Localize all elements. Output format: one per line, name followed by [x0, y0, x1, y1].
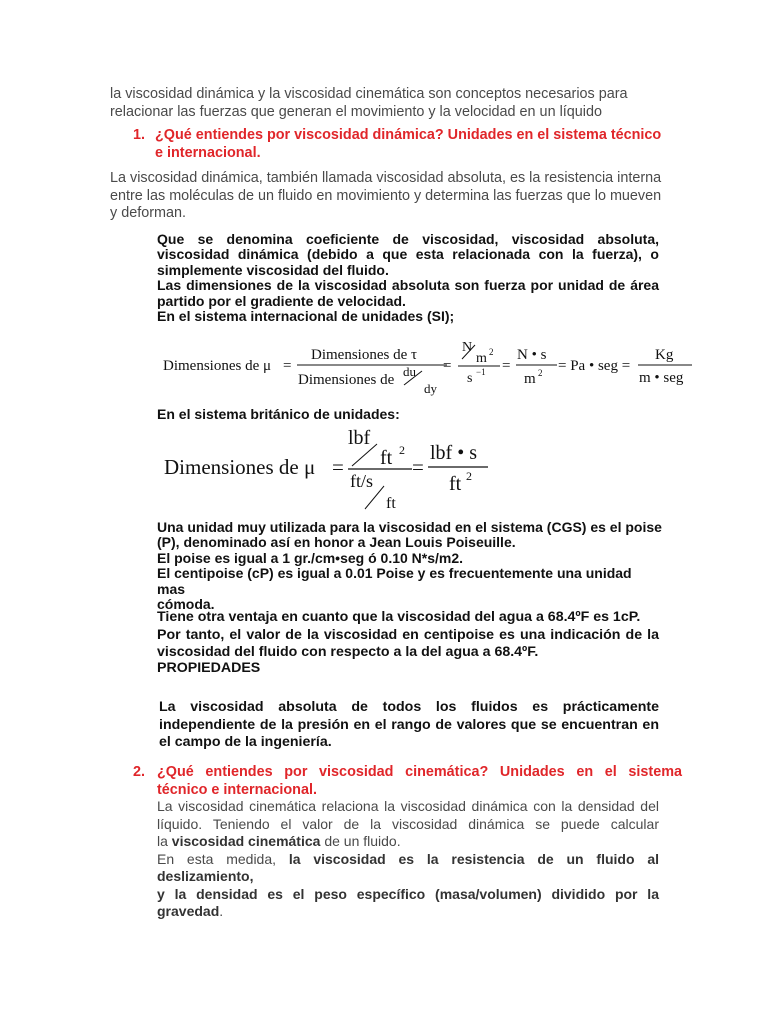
definition-line: y la densidad es el peso específico (masa/volumen) dividido por la — [157, 885, 659, 902]
formula-s: s — [467, 371, 473, 386]
text-run: viscosidad cinemática — [171, 833, 321, 849]
text-run: . — [219, 903, 224, 919]
coefficient-line: simplemente viscosidad del fluido. — [157, 261, 389, 278]
cgs-line: cómoda. — [157, 596, 215, 613]
question-number: 1. — [133, 127, 146, 143]
text-run: de un fluido. — [320, 833, 401, 849]
formula-eq: = — [443, 358, 452, 374]
formula-du: du — [403, 364, 416, 379]
water-line: Por tanto, el valor de la viscosidad en centipoise es una indicación de la — [157, 626, 659, 643]
coefficient-line: En el sistema internacional de unidades (SI); — [157, 308, 455, 325]
formula-exp: −1 — [476, 367, 486, 377]
formula-dy: dy — [424, 381, 437, 396]
question-line: ¿Qué entiendes por viscosidad cinemática? Unidades en el sistema — [157, 764, 682, 780]
formula-ft2: ft — [449, 473, 462, 495]
formula-eq: = — [283, 358, 292, 374]
si-formula — [160, 335, 720, 405]
formula-lhs: Dimensiones de μ — [163, 358, 272, 374]
formula-lbf-s: lbf • s — [430, 442, 478, 464]
formula-exp: 2 — [489, 347, 494, 357]
intro-line: la viscosidad dinámica y la viscosidad cinemática son conceptos necesarios para — [110, 86, 628, 102]
cgs-line: Una unidad muy utilizada para la viscosidad en el sistema (CGS) es el poise — [157, 519, 662, 535]
formula-denominator: Dimensiones de — [298, 372, 395, 388]
water-paragraph — [157, 609, 659, 677]
formula-eq: = — [332, 455, 344, 479]
intro-paragraph — [110, 86, 650, 121]
coefficient-paragraph — [157, 232, 659, 324]
intro-line: relacionar las fuerzas que generan el movimiento y la velocidad en un líquido — [110, 103, 602, 120]
question-line: e internacional. — [155, 144, 261, 161]
formula-lbf: lbf — [348, 427, 371, 449]
definition-line: líquido. Teniendo el valor de la viscosidad dinámica se puede calcular — [157, 815, 659, 832]
british-heading-text: En el sistema británico de unidades: — [157, 406, 400, 422]
coefficient-line: Que se denomina coeficiente de viscosidad, viscosidad absoluta, — [157, 231, 659, 247]
definition-line — [157, 903, 659, 921]
definition-line: y deforman. — [110, 205, 186, 221]
formula-m2: m — [524, 371, 536, 387]
coefficient-line: viscosidad dinámica (debido a que esta relacionada con la fuerza), o — [157, 246, 659, 263]
question-1 — [133, 127, 695, 162]
coefficient-line: partido por el gradiente de velocidad. — [157, 292, 406, 309]
formula-lhs: Dimensiones de μ — [164, 455, 316, 479]
properties-line: el campo de la ingeniería. — [159, 734, 332, 750]
properties-line: La viscosidad absoluta de todos los fluidos es prácticamente — [159, 699, 659, 715]
properties-heading: PROPIEDADES — [157, 659, 261, 676]
question-line: ¿Qué entiendes por viscosidad dinámica? Unidades en el sistema técnico — [155, 127, 662, 143]
cgs-line: (P), denominado así en honor a Jean Louis Poiseuille. — [157, 534, 516, 551]
formula-ft-s: ft/s — [350, 471, 374, 491]
text-run: la viscosidad es la resistencia de un fluido al deslizamiento, — [157, 850, 660, 884]
formula-exp: 2 — [399, 443, 405, 457]
formula-exp: 2 — [538, 368, 543, 378]
formula-numerator: Dimensiones de τ — [311, 347, 418, 363]
british-formula — [162, 424, 502, 514]
definition-line: La viscosidad dinámica, también llamada viscosidad absoluta, es la resistencia interna — [110, 170, 662, 186]
formula-ft: ft — [386, 495, 396, 512]
formula-Ns: N • s — [517, 347, 547, 363]
british-heading — [157, 407, 557, 422]
definition-line — [157, 833, 659, 851]
formula-N: N — [462, 340, 473, 355]
formula-kg: Kg — [655, 347, 674, 363]
formula-eq: = — [412, 455, 424, 479]
formula-exp: 2 — [466, 469, 472, 483]
definition-line: entre las moléculas de un fluido en movimiento y determina las fuerzas que lo mueven — [110, 187, 662, 204]
water-line: viscosidad del fluido con respecto a la del agua a 68.4ºF. — [157, 644, 539, 660]
question-line: técnico e internacional. — [157, 781, 317, 798]
coefficient-line: Las dimensiones de la viscosidad absoluta son fuerza por unidad de área — [157, 277, 659, 294]
text-run: gravedad — [157, 903, 220, 919]
cgs-line: El centipoise (cP) es igual a 0.01 Poise y es frecuentemente una unidad mas — [157, 565, 632, 597]
formula-m-seg: m • seg — [639, 370, 684, 386]
definition-line — [157, 851, 659, 886]
definition-line: La viscosidad cinemática relaciona la viscosidad dinámica con la densidad del — [157, 798, 659, 814]
definition-dynamic — [110, 170, 670, 223]
formula-m: m — [476, 351, 487, 366]
formula-eq: = — [502, 358, 511, 374]
text-run: En esta medida, — [157, 850, 289, 867]
properties-line: independiente de la presión en el rango de valores que se encuentran en — [159, 716, 659, 733]
text-run: la — [157, 833, 172, 849]
cgs-line: El poise es igual a 1 gr./cm•seg ó 0.10 N*s/m2. — [157, 549, 464, 566]
definition-kinematic — [157, 798, 659, 921]
cgs-paragraph — [157, 520, 662, 612]
water-line: Tiene otra ventaja en cuanto que la viscosidad del agua a 68.4ºF es 1cP. — [157, 609, 641, 625]
question-2 — [133, 764, 682, 799]
question-number: 2. — [133, 764, 146, 780]
formula-ft: ft — [380, 447, 393, 469]
properties-paragraph — [159, 699, 659, 752]
formula-pa-seg: = Pa • seg = — [558, 358, 631, 374]
